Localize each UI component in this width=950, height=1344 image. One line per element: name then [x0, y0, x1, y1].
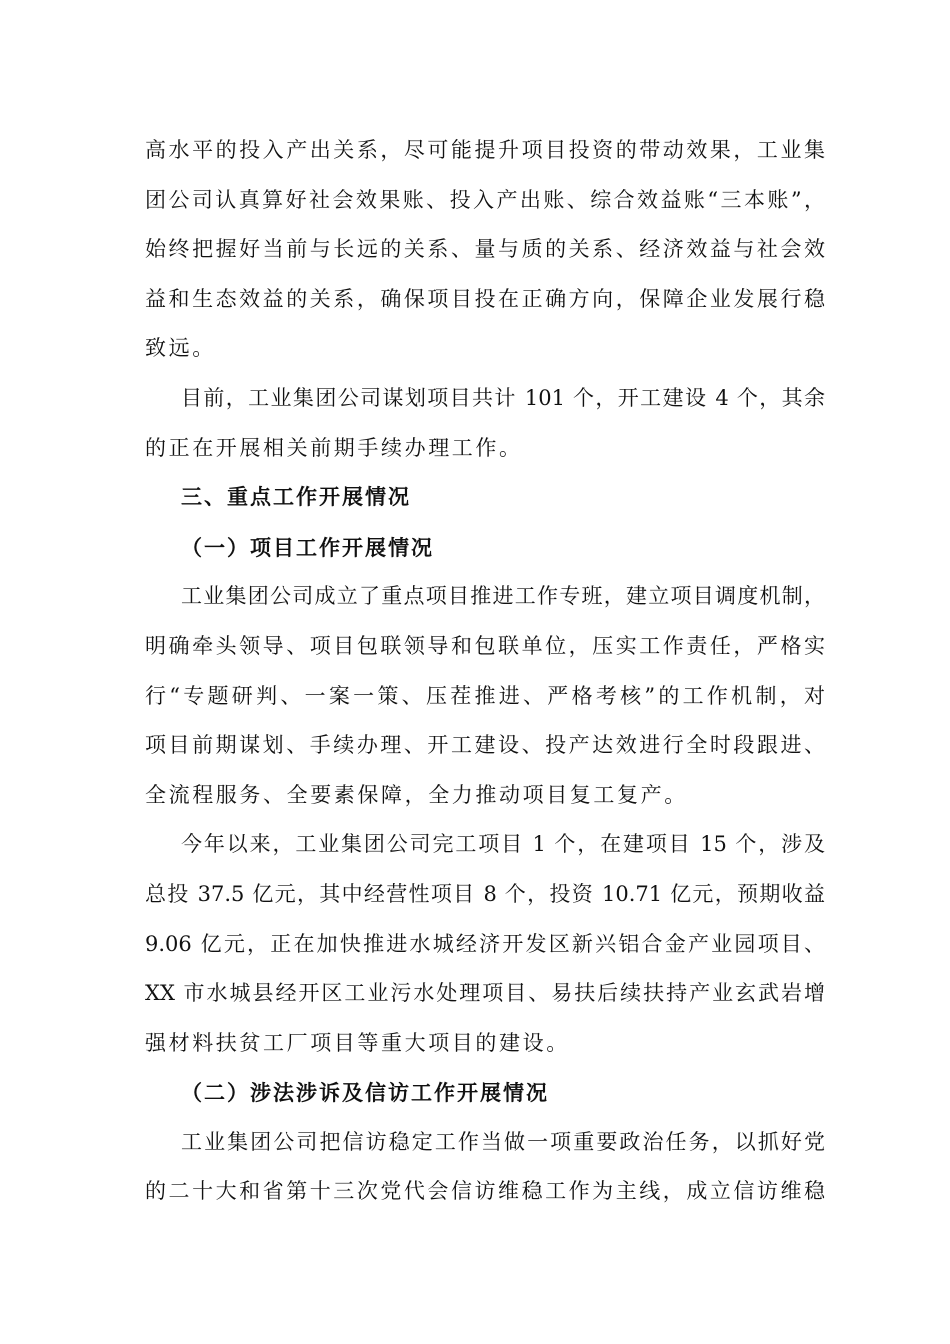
text-line: 行“专题研判、一案一策、压茬推进、严格考核”的工作机制，对	[145, 683, 825, 708]
section-heading: 三、重点工作开展情况	[181, 485, 411, 510]
text-line: 益和生态效益的关系，确保项目投在正确方向，保障企业发展行稳	[145, 286, 825, 311]
text-line: XX 市水城县经开区工业污水处理项目、易扶后续扶持产业玄武岩增	[145, 981, 825, 1006]
text-line: 致远。	[145, 336, 216, 361]
text-line: 强材料扶贫工厂项目等重大项目的建设。	[145, 1030, 570, 1055]
text-line: 工业集团公司把信访稳定工作当做一项重要政治任务，以抓好党	[181, 1129, 825, 1154]
text-line: 总投 37.5 亿元，其中经营性项目 8 个，投资 10.71 亿元，预期收益	[145, 881, 825, 906]
text-line: 9.06 亿元，正在加快推进水城经济开发区新兴铝合金产业园项目、	[145, 931, 825, 956]
text-line: 工业集团公司成立了重点项目推进工作专班，建立项目调度机制，	[181, 584, 825, 609]
subsection-heading: （一）项目工作开展情况	[181, 534, 434, 560]
document-page	[145, 126, 825, 1217]
text-line: 目前，工业集团公司谋划项目共计 101 个，开工建设 4 个，其余	[181, 385, 825, 410]
text-line: 的正在开展相关前期手续办理工作。	[145, 435, 523, 460]
text-line: 高水平的投入产出关系，尽可能提升项目投资的带动效果，工业集	[145, 138, 825, 162]
text-line: 全流程服务、全要素保障，全力推动项目复工复产。	[145, 782, 688, 807]
text-line: 项目前期谋划、手续办理、开工建设、投产达效进行全时段跟进、	[145, 733, 825, 758]
text-line: 始终把握好当前与长远的关系、量与质的关系、经济效益与社会效	[145, 237, 825, 262]
subsection-heading: （二）涉法涉诉及信访工作开展情况	[181, 1080, 549, 1106]
text-line: 的二十大和省第十三次党代会信访维稳工作为主线，成立信访维稳	[145, 1179, 825, 1204]
text-line: 明确牵头领导、项目包联领导和包联单位，压实工作责任，严格实	[145, 633, 825, 658]
text-line: 今年以来，工业集团公司完工项目 1 个，在建项目 15 个，涉及	[181, 832, 825, 857]
text-line: 团公司认真算好社会效果账、投入产出账、综合效益账“三本账”，	[145, 187, 825, 212]
